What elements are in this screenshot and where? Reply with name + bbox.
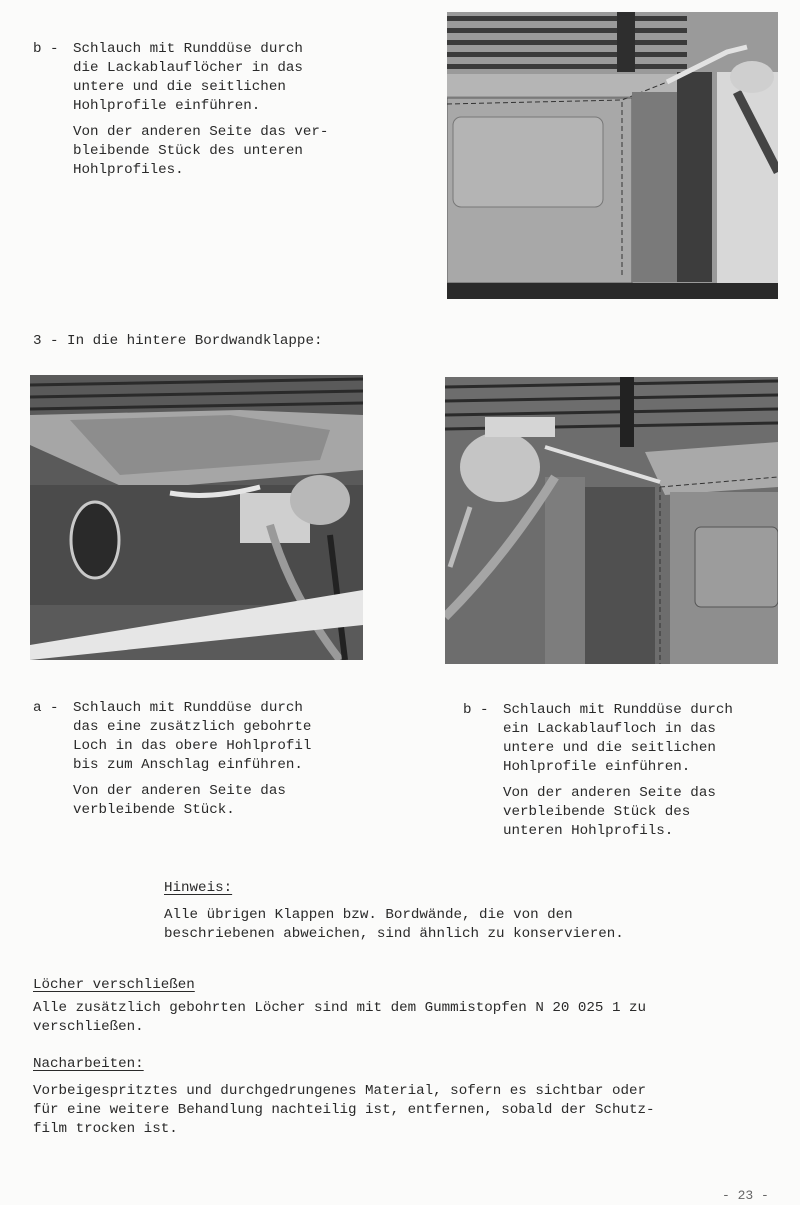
note-text: Alle übrigen Klappen bzw. Bordwände, die von den beschriebenen abweichen, sind ähnlich zu konservieren.	[164, 907, 624, 942]
photo-tailgate-upper-profile	[30, 375, 363, 660]
instruction-paragraph: Von der anderen Seite das verbleibende Stück.	[73, 783, 286, 818]
item-marker: a -	[33, 700, 59, 716]
instruction-paragraph: Schlauch mit Runddüse durch das eine zusätzlich gebohrte Loch in das obere Hohlprofil bis zum Anschlag einführen.	[73, 700, 312, 773]
item-marker: b -	[33, 41, 59, 57]
rework-heading: Nacharbeiten:	[33, 1056, 144, 1072]
close-holes-text: Alle zusätzlich gebohrten Löcher sind mit dem Gummistopfen N 20 025 1 zu verschließen.	[33, 1000, 646, 1035]
step-3-heading: 3 - In die hintere Bordwandklappe:	[33, 333, 323, 349]
instruction-a-upper-profile	[33, 699, 423, 827]
rework-section	[33, 1055, 793, 1139]
instruction-paragraph: Von der anderen Seite das verbleibende Stück des unteren Hohlprofils.	[503, 785, 716, 839]
note-heading: Hinweis:	[164, 880, 233, 896]
instruction-paragraph: Schlauch mit Runddüse durch ein Lackablaufloch in das untere und die seitlichen Hohlprofile einführen.	[503, 702, 733, 775]
instruction-b-lower-profile	[463, 701, 793, 848]
photo-tailgate-lower-profile	[445, 377, 778, 664]
close-holes-heading: Löcher verschließen	[33, 977, 195, 993]
page-number: - 23 -	[722, 1188, 769, 1203]
instruction-paragraph: Von der anderen Seite das ver- bleibende Stück des unteren Hohlprofiles.	[73, 124, 329, 178]
instruction-b-side-panel	[33, 40, 413, 187]
note-block	[164, 879, 764, 944]
item-marker: b -	[463, 702, 489, 718]
photo-side-panel-spraying	[447, 12, 778, 299]
instruction-paragraph: Schlauch mit Runddüse durch die Lackablauflöcher in das untere und die seitlichen Hohlprofile einführen.	[73, 41, 303, 114]
close-holes-section	[33, 976, 793, 1037]
rework-text: Vorbeigespritztes und durchgedrungenes Material, sofern es sichtbar oder für eine weitere Behandlung nachteilig ist, entfernen, sobald der Schutz- film trocken ist.	[33, 1083, 655, 1137]
